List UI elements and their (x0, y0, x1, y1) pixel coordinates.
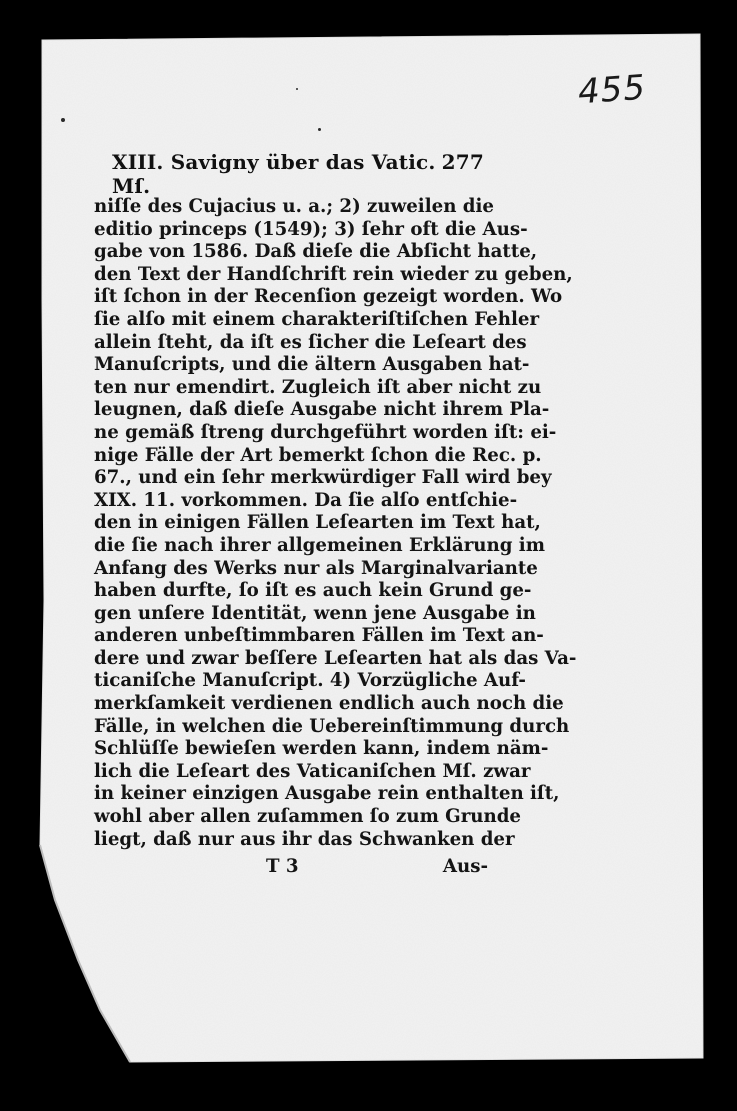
ink-speck (318, 128, 321, 131)
text-line: Fälle, in welchen die Uebereinſtimmung durch (94, 715, 570, 737)
text-line: leugnen, daß dieſe Ausgabe nicht ihrem Pla- (94, 399, 550, 421)
text-line: Anfang des Werks nur als Marginalvariante (94, 557, 538, 579)
text-line: gen unſere Identität, wenn jene Ausgabe in (94, 602, 536, 624)
text-line: haben durfte, ſo iſt es auch kein Grund ge- (94, 580, 532, 602)
text-line: gabe von 1586. Daß dieſe die Abſicht hatte, (94, 241, 538, 263)
text-line: den in einigen Fällen Leſearten im Text hat, (94, 512, 541, 534)
text-line: lich die Leſeart des Vaticaniſchen Mſ. zwar (94, 760, 531, 782)
text-line: ne gemäß ſtreng durchgeführt worden iſt: ei- (94, 421, 557, 443)
text-line: liegt, daß nur aus ihr das Schwanken der (94, 828, 515, 850)
body-text (94, 196, 577, 851)
text-line: ticaniſche Manuſcript. 4) Vorzügliche Auf- (94, 670, 526, 692)
text-line: Schlüſſe bewieſen werden kann, indem näm- (94, 738, 549, 760)
page-footer (94, 856, 488, 880)
text-line: allein ſteht, da iſt es ſicher die Leſeart des (94, 331, 527, 353)
text-line: Manuſcripts, und die ältern Ausgaben hat- (94, 354, 530, 376)
printed-page-number: 277 (441, 150, 484, 174)
text-line: in keiner einzigen Ausgabe rein enthalten iſt, (94, 783, 560, 805)
text-line: anderen unbeſtimmbaren Fällen im Text an- (94, 625, 544, 647)
text-line: niſſe des Cujacius u. a.; 2) zuweilen die (94, 196, 494, 217)
text-line: editio princeps (1549); 3) ſehr oft die Aus- (94, 218, 528, 240)
text-line: merkſamkeit verdienen endlich auch noch die (94, 693, 564, 715)
text-line: wohl aber allen zuſammen ſo zum Grunde (94, 806, 522, 828)
text-line: ſie alſo mit einem charakteriſtiſchen Fehler (94, 308, 540, 330)
text-line: nige Fälle der Art bemerkt ſchon die Rec. p. (94, 444, 542, 466)
running-head (112, 150, 484, 198)
signature-mark: T 3 (266, 856, 299, 877)
text-line: XIX. 11. vorkommen. Da ſie alſo entſchie- (94, 489, 518, 511)
text-line: ten nur emendirt. Zugleich iſt aber nicht zu (94, 376, 542, 398)
text-line: den Text der Handſchrift rein wieder zu geben, (94, 263, 573, 285)
running-head-title: XIII. Savigny über das Vatic. Mſ. (112, 150, 436, 198)
text-line: die ſie nach ihrer allgemeinen Erklärung im (94, 534, 545, 556)
handwritten-page-number: 455 (576, 67, 648, 113)
text-line: iſt ſchon in der Recenſion gezeigt worden. Wo (94, 286, 563, 308)
ink-speck (296, 88, 298, 90)
text-line: dere und zwar beſſere Leſearten hat als das Va- (94, 647, 577, 669)
ink-speck (61, 118, 65, 122)
catchword: Aus- (442, 856, 488, 877)
text-line: 67., und ein ſehr merkwürdiger Fall wird bey (94, 467, 552, 489)
